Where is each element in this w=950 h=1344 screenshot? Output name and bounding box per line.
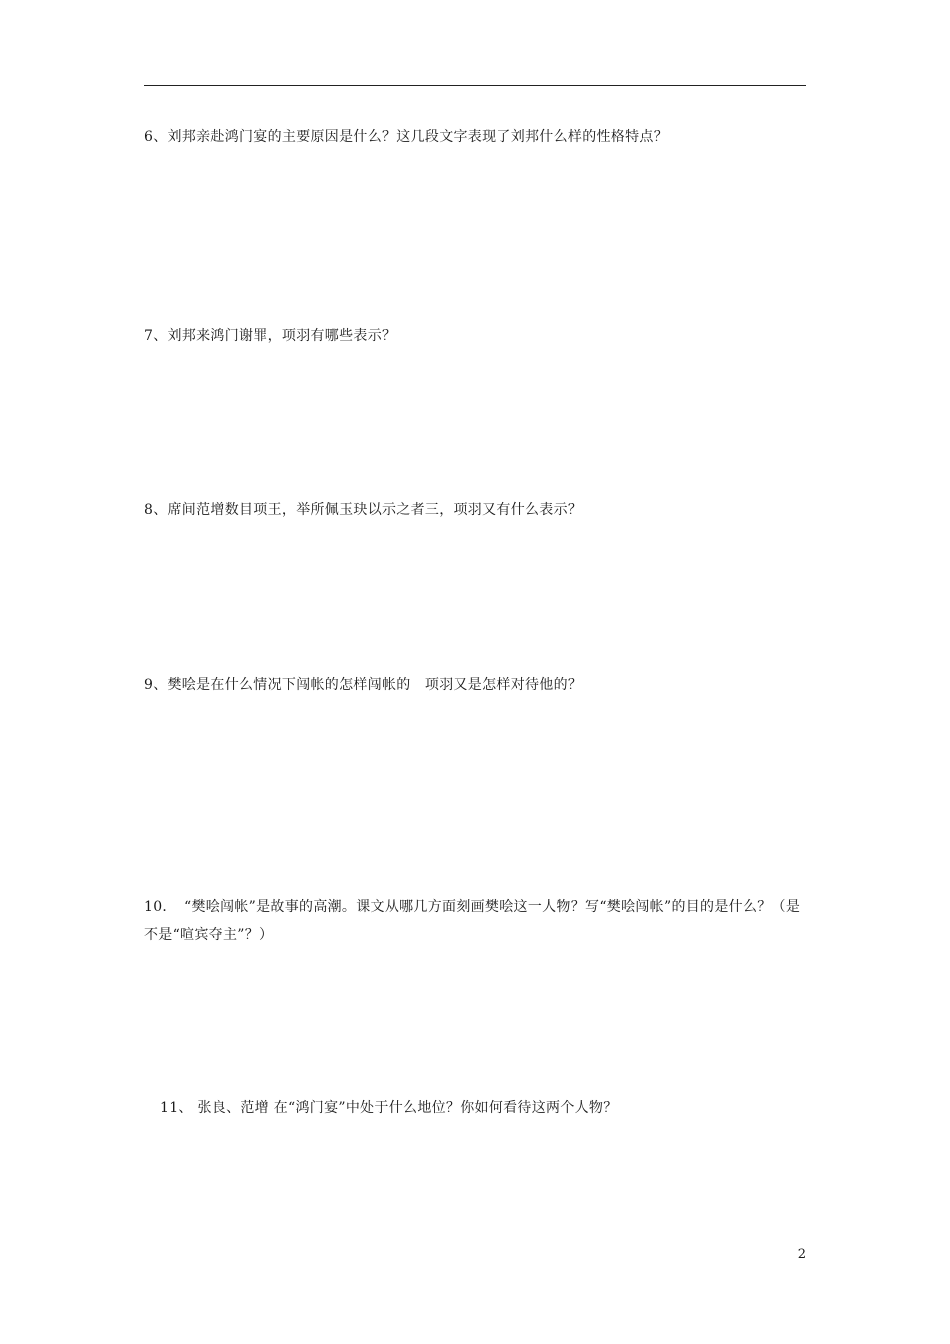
page-number: 2 [797,1247,806,1262]
question-8: 8、席间范增数目项王，举所佩玉玦以示之者三，项羽又有什么表示？ [144,502,583,518]
question-6: 6、刘邦亲赴鸿门宴的主要原因是什么？这几段文字表现了刘邦什么样的性格特点？ [144,129,669,145]
question-10: 10． “樊哙闯帐”是故事的高潮。课文从哪几方面刻画樊哙这一人物？写“樊哙闯帐”的目的是什么？（是不是“喧宾夺主”？） [144,899,801,943]
question-9: 9、樊哙是在什么情况下闯帐的怎样闯帐的 项羽又是怎样对待他的？ [144,677,583,693]
question-11: 11、 张良、范增 在“鸿门宴”中处于什么地位？你如何看待这两个人物？ [160,1100,618,1116]
question-7: 7、刘邦来鸿门谢罪，项羽有哪些表示？ [144,328,397,344]
header-rule [144,85,806,86]
